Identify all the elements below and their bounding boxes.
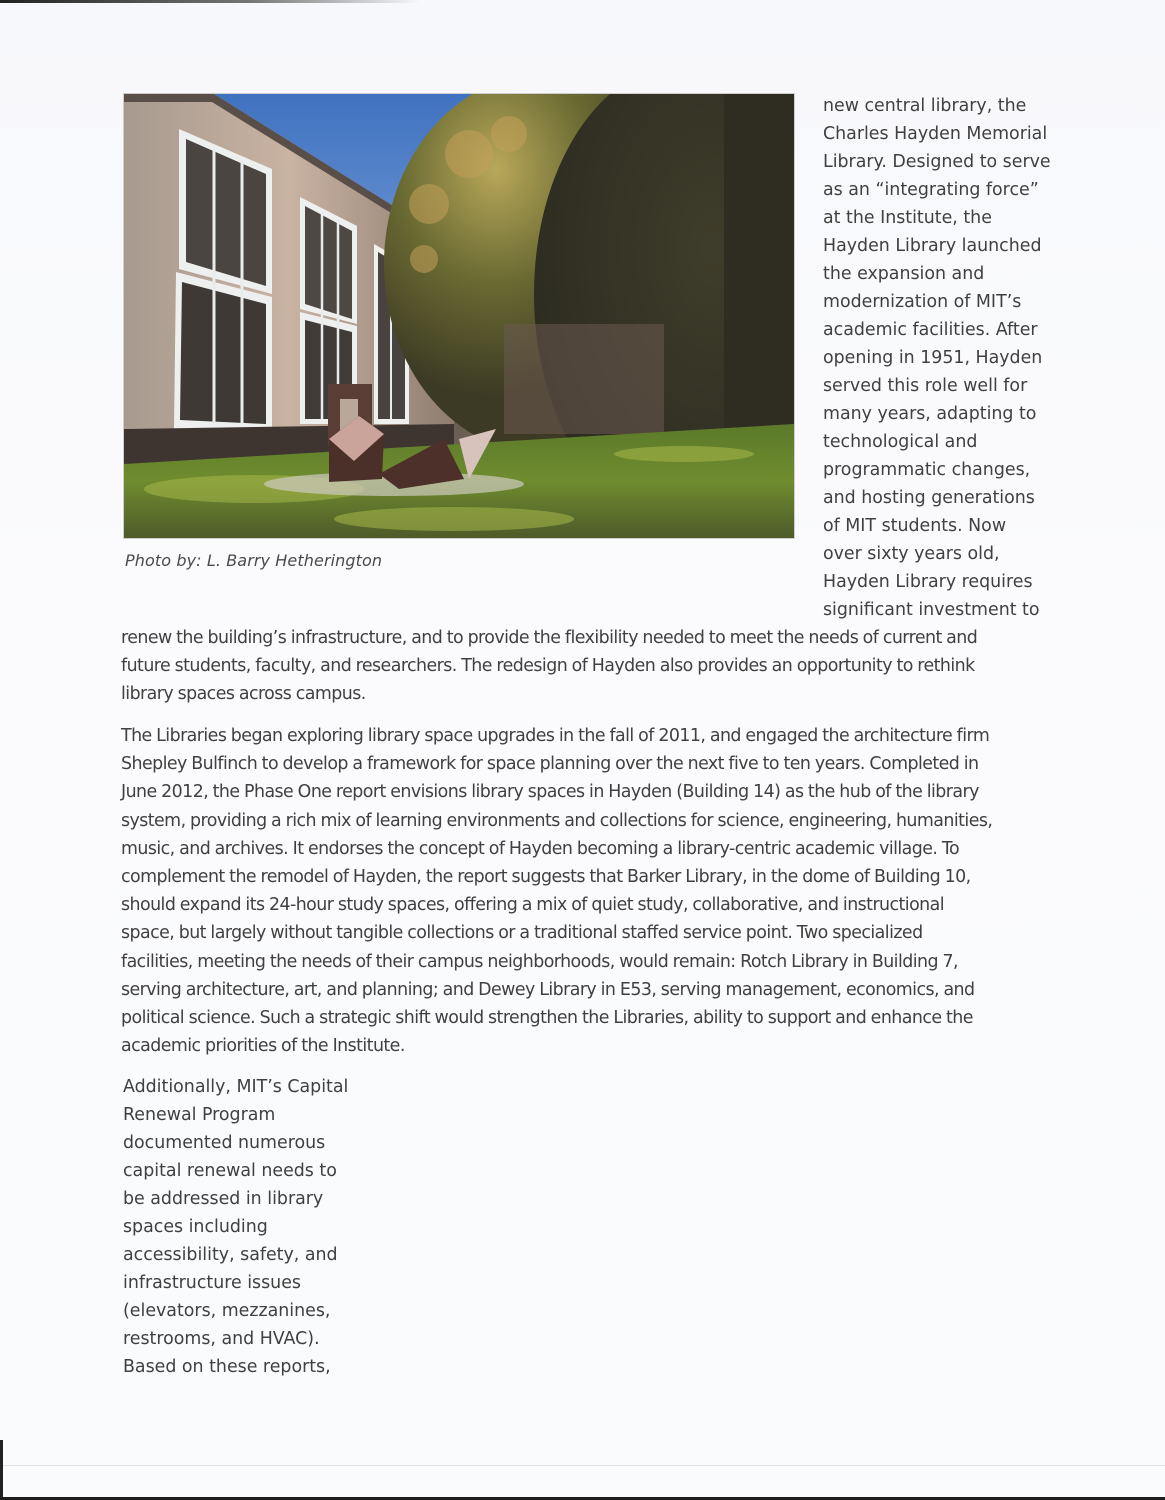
text-line: Hayden Library launched: [823, 236, 1042, 256]
scan-edge-top: [0, 0, 420, 3]
photo-illustration: [124, 94, 794, 538]
text-line: accessibility, safety, and: [123, 1245, 338, 1265]
text-line: at the Institute, the: [823, 208, 992, 228]
text-line: academic priorities of the Institute.: [121, 1036, 405, 1057]
text-line: Charles Hayden Memorial: [823, 124, 1048, 144]
paragraph-space-planning: [121, 722, 1051, 1060]
text-line: Library. Designed to serve: [823, 152, 1051, 172]
paragraph-hayden-renewal: [121, 624, 1051, 709]
text-line: documented numerous: [123, 1133, 326, 1153]
text-line: significant investment to: [823, 600, 1040, 620]
text-line: spaces including: [123, 1217, 268, 1237]
scan-edge-left: [0, 1440, 3, 1500]
text-line: restrooms, and HVAC).: [123, 1329, 320, 1349]
paragraph-capital-renewal: [123, 1073, 363, 1381]
text-line: Hayden Library requires: [823, 572, 1033, 592]
text-line: many years, adapting to: [823, 404, 1037, 424]
text-line: academic facilities. After: [823, 320, 1038, 340]
text-line: and hosting generations: [823, 488, 1035, 508]
text-line: Renewal Program: [123, 1105, 276, 1125]
text-line: complement the remodel of Hayden, the report suggests that Barker Library, in the dome of Building 10,: [121, 867, 971, 888]
photo-caption: Photo by: L. Barry Hetherington: [125, 551, 383, 570]
text-line: opening in 1951, Hayden: [823, 348, 1043, 368]
text-line: political science. Such a strategic shift would strengthen the Libraries, ability to support and enhance the: [121, 1008, 973, 1029]
text-line: new central library, the: [823, 96, 1027, 116]
text-line: library spaces across campus.: [121, 684, 366, 705]
text-line: over sixty years old,: [823, 544, 1000, 564]
text-line: should expand its 24-hour study spaces, offering a mix of quiet study, collaborative, and instructional: [121, 895, 945, 916]
text-line: Shepley Bulfinch to develop a framework for space planning over the next five to ten years. Completed in: [121, 754, 979, 775]
text-line: Additionally, MIT’s Capital: [123, 1077, 349, 1097]
text-line: space, but largely without tangible collections or a traditional staffed service point. Two specialized: [121, 923, 923, 944]
text-line: Based on these reports,: [123, 1357, 331, 1377]
text-line: (elevators, mezzanines,: [123, 1301, 331, 1321]
text-line: capital renewal needs to: [123, 1161, 337, 1181]
text-line: system, providing a rich mix of learning environments and collections for science, engineering, humanities,: [121, 810, 993, 831]
text-line: The Libraries began exploring library space upgrades in the fall of 2011, and engaged the architecture firm: [121, 726, 990, 746]
text-line: technological and: [823, 432, 978, 452]
text-line: facilities, meeting the needs of their campus neighborhoods, would remain: Rotch Library in Building 7,: [121, 951, 958, 972]
text-line: the expansion and: [823, 264, 985, 284]
text-line: be addressed in library: [123, 1189, 324, 1209]
text-line: as an “integrating force”: [823, 180, 1039, 200]
background-building: [504, 324, 664, 434]
scan-line: [0, 1465, 1165, 1466]
side-column-text: [823, 92, 1063, 624]
text-line: renew the building’s infrastructure, and to provide the flexibility needed to meet the needs of current and: [121, 628, 978, 648]
text-line: music, and archives. It endorses the concept of Hayden becoming a library-centric academic village. To: [121, 838, 960, 859]
text-line: June 2012, the Phase One report envisions library spaces in Hayden (Building 14) as the hub of the library: [121, 782, 979, 803]
text-line: future students, faculty, and researchers. The redesign of Hayden also provides an opportunity to rethink: [121, 656, 975, 677]
text-line: served this role well for: [823, 376, 1028, 396]
text-line: of MIT students. Now: [823, 516, 1007, 536]
text-line: infrastructure issues: [123, 1273, 301, 1293]
text-line: modernization of MIT’s: [823, 292, 1022, 312]
hayden-library-photo: [123, 93, 795, 539]
text-line: programmatic changes,: [823, 460, 1031, 480]
text-line: serving architecture, art, and planning; and Dewey Library in E53, serving management, economics, and: [121, 979, 975, 1000]
